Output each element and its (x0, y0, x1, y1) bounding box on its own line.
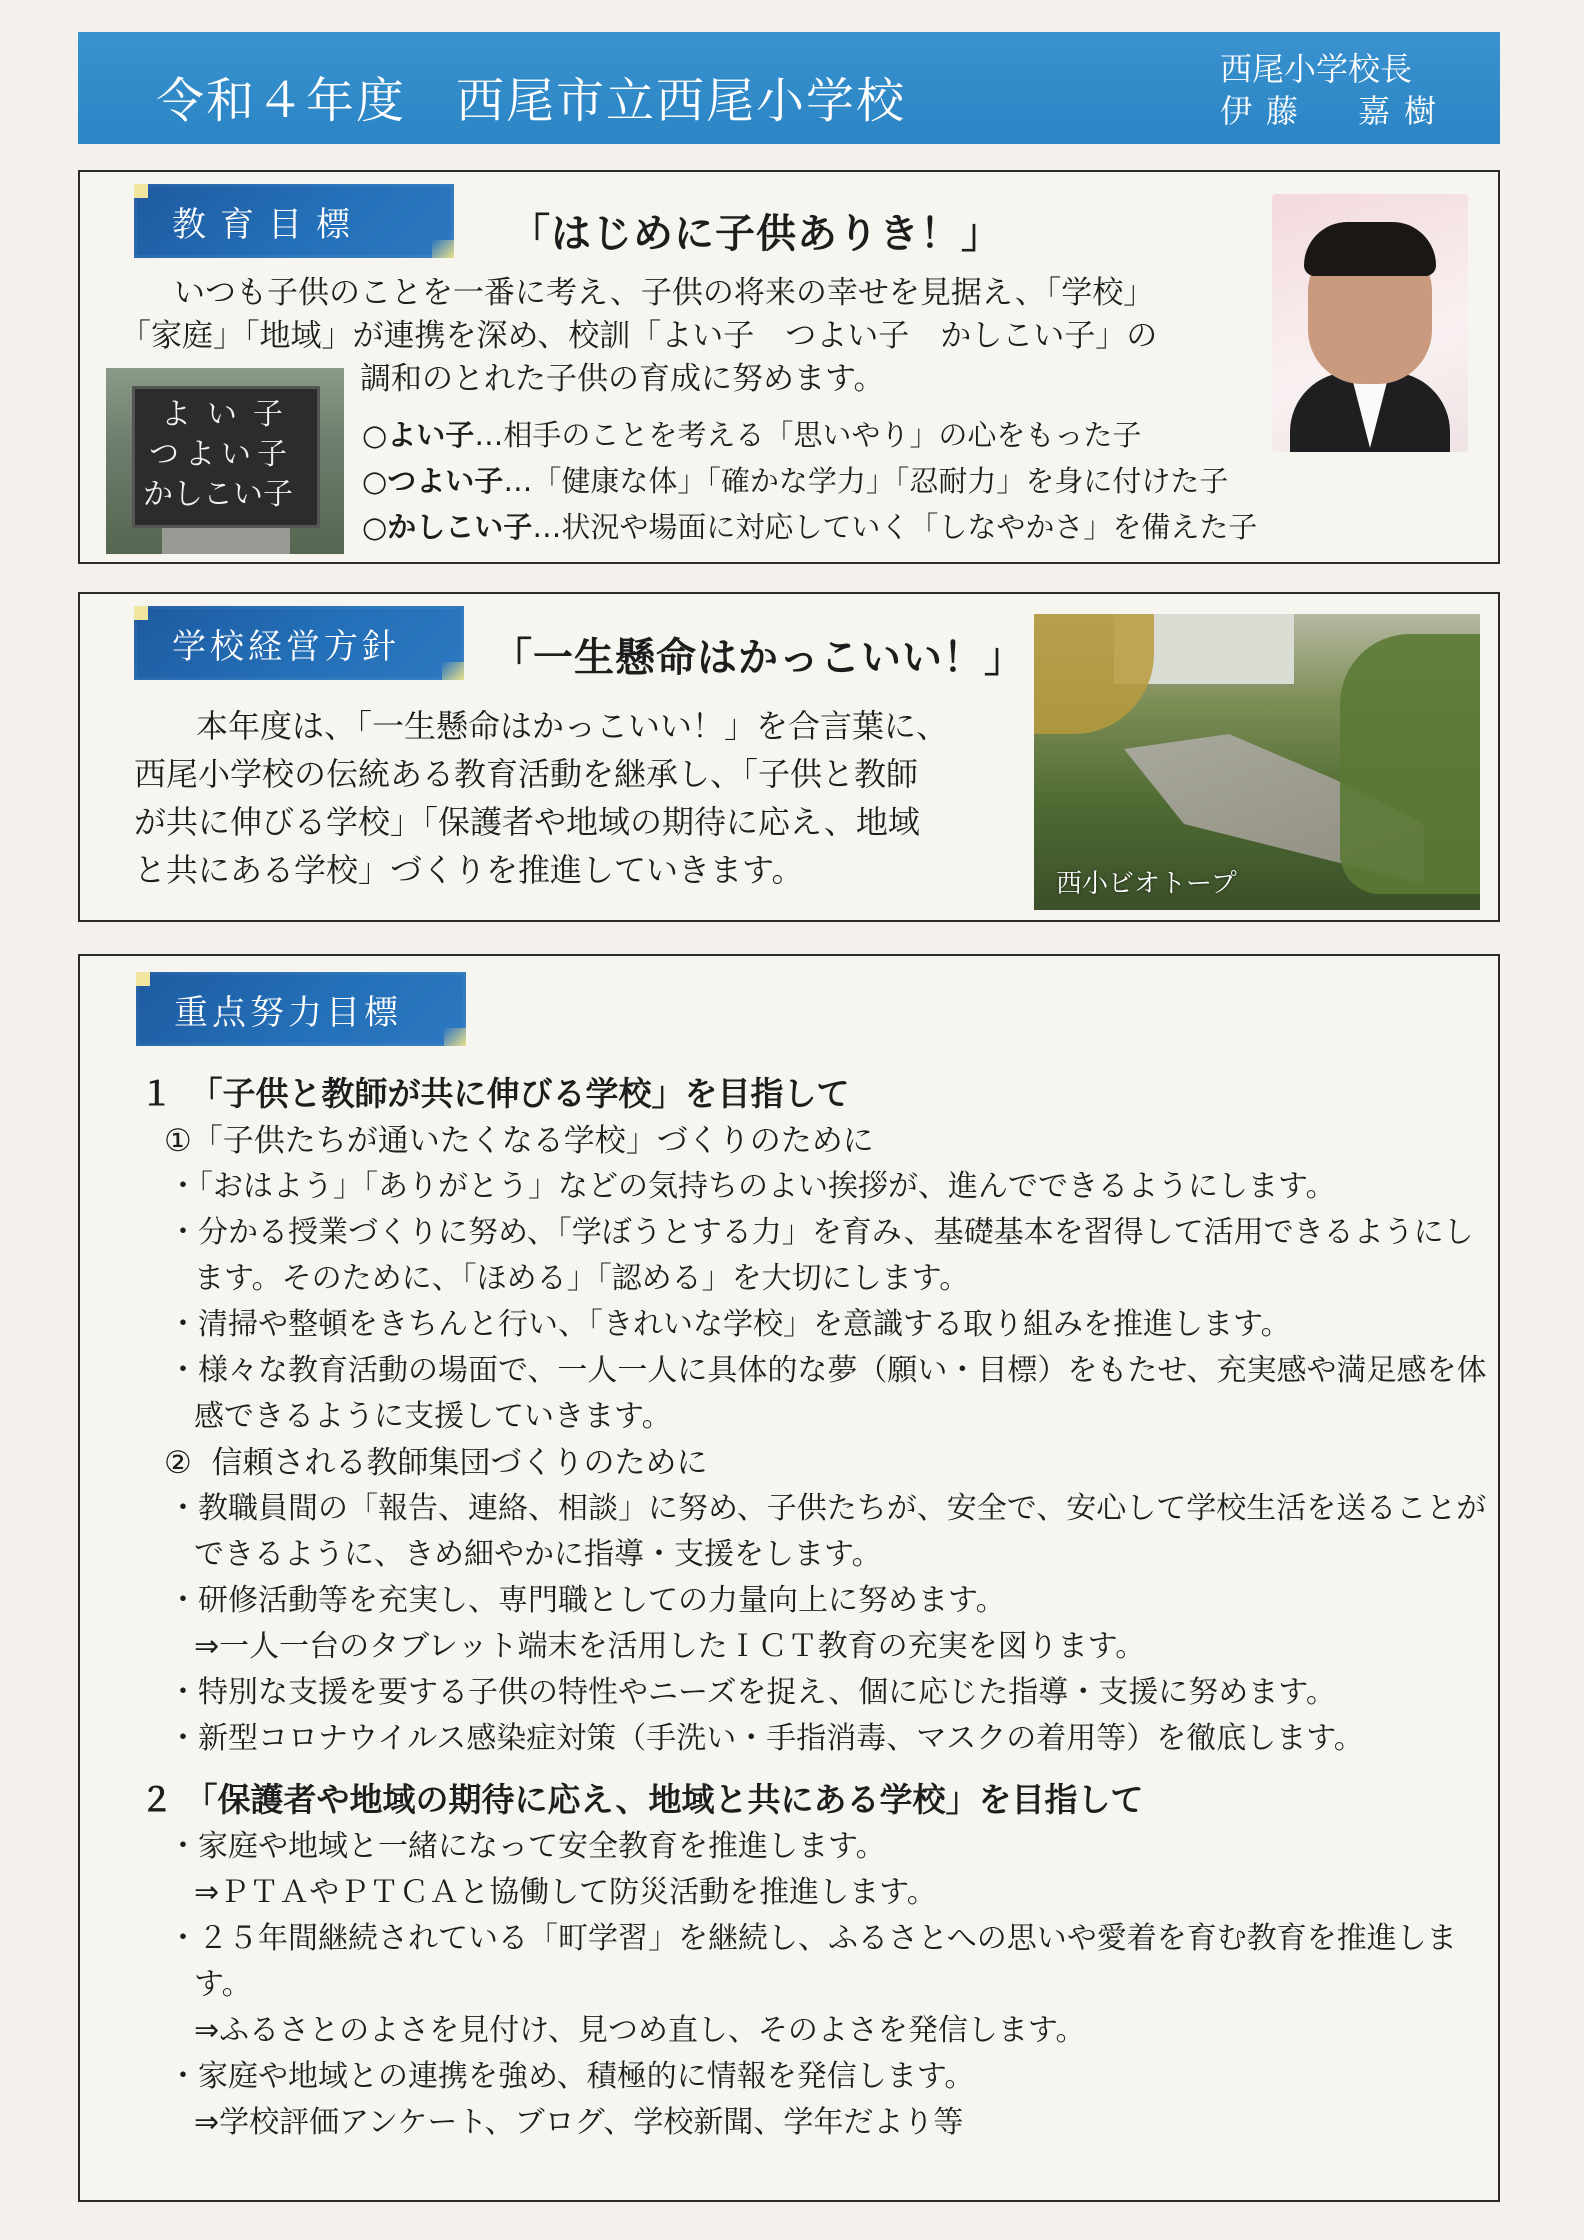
education-goal-slogan: 「はじめに子供ありき！」 (510, 211, 1002, 257)
management-policy-label: 学校経営方針 (134, 606, 464, 680)
policy-line: が共に伸びる学校」「保護者や地域の期待に応え、地域 (134, 803, 920, 841)
management-policy-slogan: 「一生懸命はかっこいい！」 (492, 635, 1025, 681)
goal-arrow-note: ⇒ふるさとのよさを見付け、見つめ直し、そのよさを発信します。 (194, 2013, 1086, 2048)
biotope-tree (1034, 614, 1154, 734)
goal-arrow-note: ⇒学校評価アンケート、ブログ、学校新聞、学年だより等 (194, 2105, 964, 2140)
biotope-caption: 西小ビオトープ (1056, 869, 1237, 899)
policy-line: 西尾小学校の伝統ある教育活動を継承し、「子供と教師 (134, 755, 919, 793)
stone-slab (132, 386, 320, 528)
motto-item (362, 458, 1342, 504)
section-spacer (130, 1762, 1490, 1776)
page-title: 令和４年度 西尾市立西尾小学校 (156, 73, 907, 129)
intro-line: いつも子供のことを一番に考え、子供の将来の幸せを見据え、「学校」 (174, 275, 1155, 311)
principal-title: 西尾小学校長 (1219, 50, 1412, 88)
goal-item: ・様々な教育活動の場面で、一人一人に具体的な夢（願い・目標）をもたせ、充実感や満足感を体感できるように支援していきます。 (168, 1353, 1487, 1434)
motto-term: ○つよい子 (362, 464, 504, 498)
motto-term: ○かしこい子 (362, 510, 533, 544)
policy-line: 本年度は、「一生懸命はかっこいい！」を合言葉に、 (196, 707, 949, 745)
stone-line: よい子 (161, 397, 299, 432)
principal-portrait (1272, 194, 1468, 452)
motto-item (362, 412, 1342, 458)
goal-item: ・清掃や整頓をきちんと行い、「きれいな学校」を意識する取り組みを推進します。 (168, 1307, 1291, 1342)
goal-item: ・「おはよう」「ありがとう」などの気持ちのよい挨拶が、進んでできるようにします。 (168, 1169, 1336, 1204)
management-policy-section (78, 592, 1500, 922)
biotope-photo (1034, 614, 1480, 910)
motto-desc: …「健康な体」「確かな学力」「忍耐力」を身に付けた子 (503, 464, 1229, 498)
goal-arrow-note: ⇒一人一台のタブレット端末を活用したＩＣＴ教育の充実を図ります。 (194, 1629, 1146, 1664)
principal-block (1220, 48, 1450, 132)
goal-subsection-title: ② 信頼される教師集団づくりのために (164, 1445, 708, 1481)
intro-line: 調和のとれた子供の育成に努めます。 (360, 361, 885, 397)
motto-desc: …相手のことを考える「思いやり」の心をもった子 (474, 418, 1142, 452)
goal-arrow-note: ⇒ＰＴＡやＰＴＣＡと協働して防災活動を推進します。 (194, 1875, 937, 1910)
motto-list (362, 412, 1342, 550)
education-goal-section (78, 170, 1500, 564)
goal-item: ・教職員間の「報告、連絡、相談」に努め、子供たちが、安全で、安心して学校生活を送ることができるように、きめ細やかに指導・支援をします。 (168, 1491, 1487, 1572)
header-band (78, 32, 1500, 144)
priority-goals-content (130, 1070, 1490, 2146)
stone-line: かしこい子 (143, 477, 293, 512)
goal-item: ・新型コロナウイルス感染症対策（手洗い・手指消毒、マスクの着用等）を徹底します。 (168, 1721, 1364, 1756)
motto-desc: …状況や場面に対応していく「しなやかさ」を備えた子 (532, 510, 1258, 544)
motto-item (362, 504, 1342, 550)
goal-subsection-title: ①「子供たちが通いたくなる学校」づくりのために (164, 1123, 874, 1159)
priority-goals-label: 重点努力目標 (136, 972, 466, 1046)
biotope-foliage (1340, 634, 1480, 894)
school-motto-stone-photo (106, 368, 344, 554)
goal-item: ・特別な支援を要する子供の特性やニーズを捉え、個に応じた指導・支援に努めます。 (168, 1675, 1336, 1710)
goal-section-heading: ２ 「保護者や地域の期待に応え、地域と共にある学校」を目指して (140, 1780, 1144, 1819)
goal-item: ・２５年間継続されている「町学習」を継続し、ふるさとへの思いや愛着を育む教育を推進します。 (168, 1921, 1457, 2002)
policy-line: と共にある学校」づくりを推進していきます。 (134, 851, 804, 889)
intro-line: 「家庭」「地域」が連携を深め、校訓「よい子 つよい子 かしこい子」の (120, 318, 1158, 354)
goal-item: ・家庭や地域との連携を強め、積極的に情報を発信します。 (168, 2059, 975, 2094)
motto-term: ○よい子 (362, 418, 475, 452)
principal-name: 伊藤 嘉樹 (1219, 92, 1450, 130)
portrait-hair (1304, 222, 1436, 276)
management-policy-text (134, 702, 1074, 894)
education-goal-label: 教育目標 (134, 184, 454, 258)
goal-item: ・家庭や地域と一緒になって安全教育を推進します。 (168, 1829, 886, 1864)
stone-base (162, 528, 290, 554)
goal-item: ・分かる授業づくりに努め、「学ぼうとする力」を育み、基礎基本を習得して活用できるようにします。そのために、「ほめる」「認める」を大切にします。 (168, 1215, 1474, 1296)
goal-item: ・研修活動等を充実し、専門職としての力量向上に努めます。 (168, 1583, 1006, 1618)
goal-section-heading: １ 「子供と教師が共に伸びる学校」を目指して (140, 1074, 850, 1113)
stone-line: つよい子 (149, 437, 293, 472)
